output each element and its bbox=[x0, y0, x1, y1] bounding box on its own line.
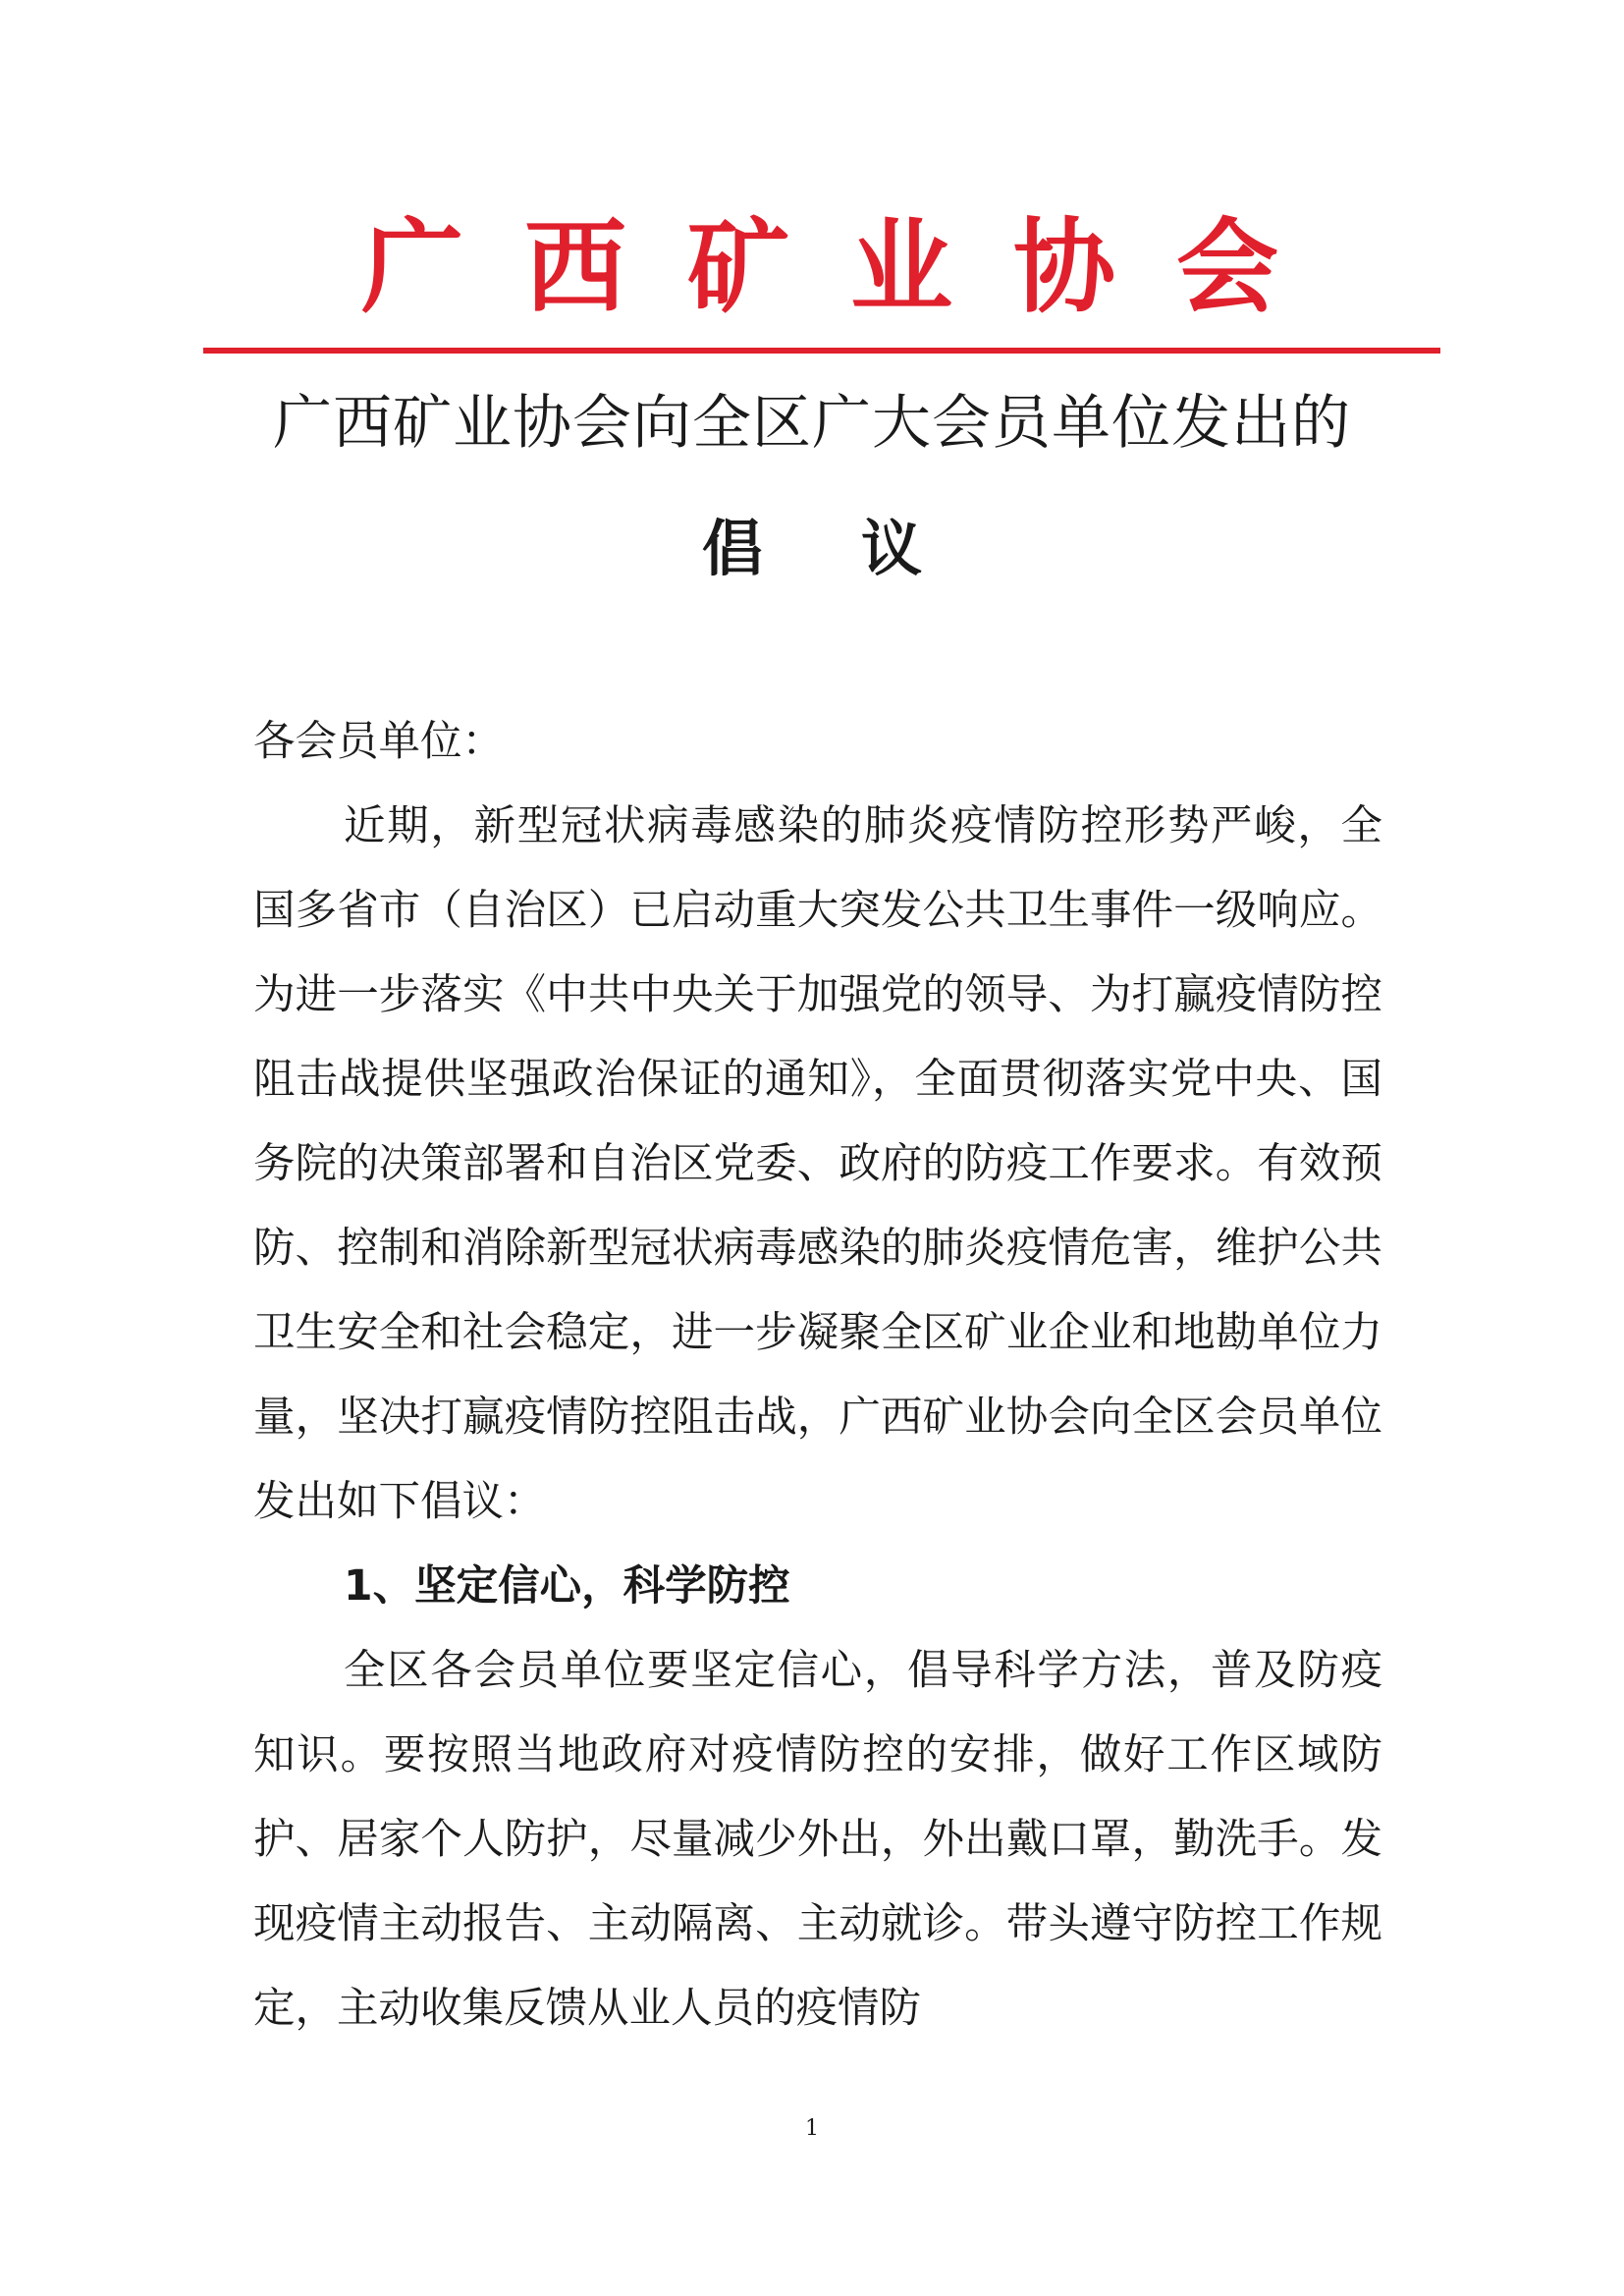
organization-header: 广西矿业协会 bbox=[360, 206, 1339, 327]
paragraph-intro: 近期，新型冠状病毒感染的肺炎疫情防控形势严峻，全国多省市（自治区）已启动重大突发公共卫生事件一级响应。为进一步落实《中共中央关于加强党的领导、为打赢疫情防控阻击战提供坚强政治保证的通知》，全面贯彻落实党中央、国务院的决策部署和自治区党委、政府的防疫工作要求。有效预防、控制和消除新型冠状病毒感染的肺炎疫情危害，维护公共卫生安全和社会稳定，进一步凝聚全区矿业企业和地勘单位力量，坚决打赢疫情防控阻击战，广西矿业协会向全区会员单位发出如下倡议： bbox=[253, 802, 1382, 1526]
page-number: 1 bbox=[805, 2116, 819, 2141]
document-subtitle: 倡议 bbox=[701, 513, 1020, 584]
document-title: 广西矿业协会向全区广大会员单位发出的 bbox=[273, 389, 1351, 458]
paragraph-section-1: 全区各会员单位要坚定信心，倡导科学方法，普及防疫知识。要按照当地政府对疫情防控的安排，做好工作区域防护、居家个人防护，尽量减少外出，外出戴口罩，勤洗手。发现疫情主动报告、主动隔离、主动就诊。带头遵守防控工作规定，主动收集反馈从业人员的疫情防 bbox=[253, 1647, 1382, 2033]
header-red-divider bbox=[203, 348, 1440, 354]
section-heading-1: 1、坚定信心，科学防控 bbox=[344, 1562, 790, 1611]
salutation: 各会员单位： bbox=[253, 718, 505, 766]
